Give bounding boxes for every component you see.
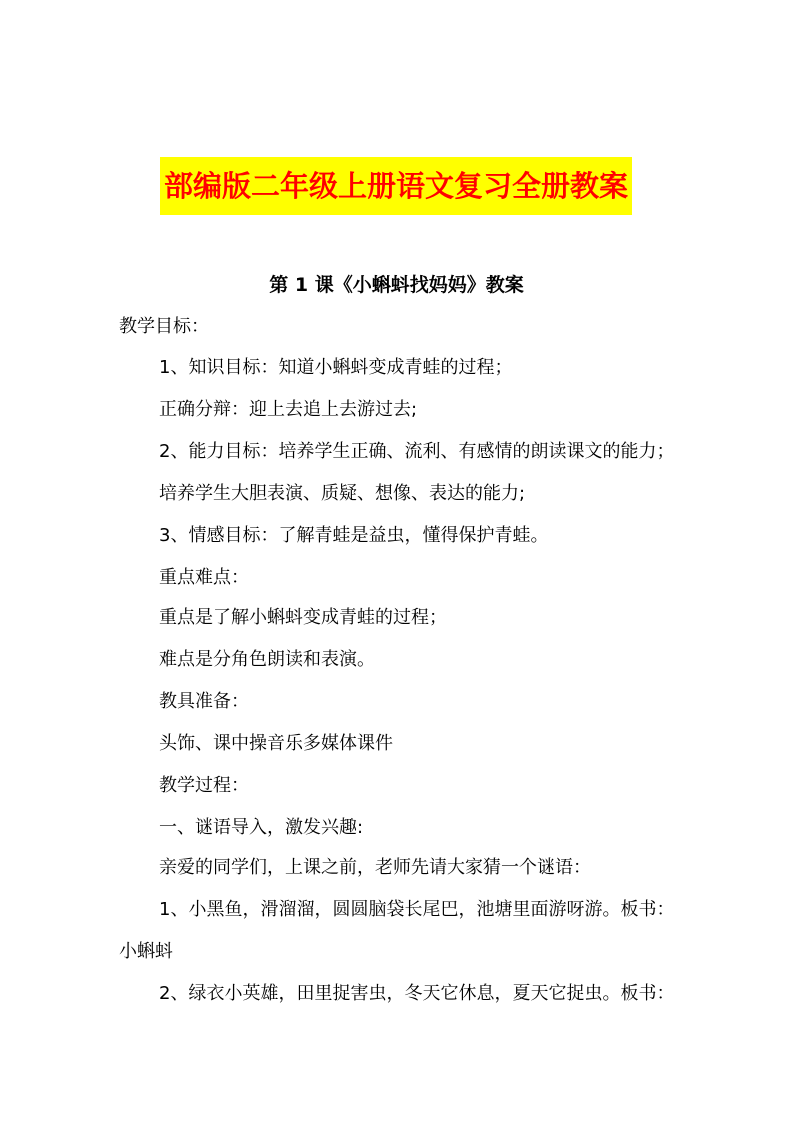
paragraph-line: 亲爱的同学们，上课之前，老师先请大家猜一个谜语： (159, 857, 591, 878)
paragraph-line: 难点是分角色朗读和表演。 (159, 649, 375, 670)
document-title: 部编版二年级上册语文复习全册教案 (160, 157, 632, 215)
paragraph-line: 小蝌蚪 (119, 941, 173, 962)
paragraph-line: 一、谜语导入，激发兴趣: (159, 817, 364, 838)
paragraph-line: 1、小黑鱼，滑溜溜，圆圆脑袋长尾巴，池塘里面游呀游。板书： (159, 899, 675, 920)
lesson-title: 第 1 课《小蝌蚪找妈妈》教案 (269, 274, 524, 296)
section-heading-key-points: 重点难点： (159, 567, 249, 588)
paragraph-line: 2、绿衣小英雄，田里捉害虫，冬天它休息，夏天它捉虫。板书： (159, 983, 675, 1004)
section-heading-process: 教学过程： (159, 775, 249, 796)
paragraph-line: 1、知识目标：知道小蝌蚪变成青蛙的过程； (159, 357, 513, 378)
paragraph-line: 2、能力目标：培养学生正确、流利、有感情的朗读课文的能力； (159, 441, 675, 462)
section-heading-materials: 教具准备： (159, 691, 249, 712)
paragraph-line: 培养学生大胆表演、质疑、想像、表达的能力; (159, 483, 526, 504)
section-heading-objectives: 教学目标： (119, 316, 209, 337)
paragraph-line: 重点是了解小蝌蚪变成青蛙的过程； (159, 607, 447, 628)
paragraph-line: 头饰、课中操音乐多媒体课件 (159, 733, 393, 754)
paragraph-line: 正确分辩：迎上去追上去游过去; (159, 399, 418, 420)
paragraph-line: 3、情感目标：了解青蛙是益虫，懂得保护青蛙。 (159, 525, 549, 546)
